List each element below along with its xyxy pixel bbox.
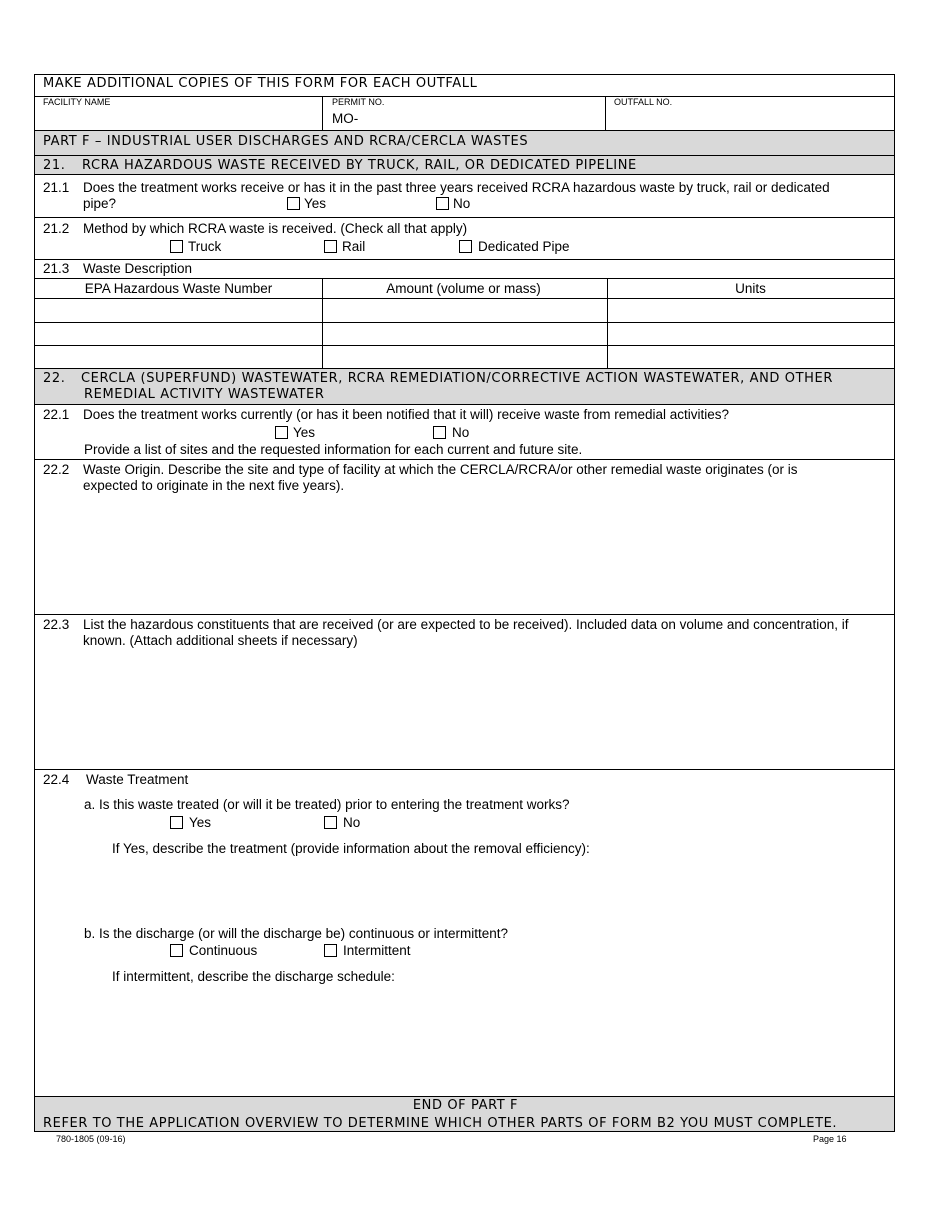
q22-4a-no-label: No [343,815,361,830]
q22-3-number: 22.3 [43,617,70,632]
q22-3-text: List the hazardous constituents that are received (or are expected to be received). Included data on volume and concentration, if [83,617,849,632]
q21-1-number: 21.1 [43,180,70,195]
intermittent-label: Intermittent [343,943,411,958]
facility-name-label: FACILITY NAME [43,97,111,107]
q22-1-number: 22.1 [43,407,70,422]
end-of-part-instruction: REFER TO THE APPLICATION OVERVIEW TO DETERMINE WHICH OTHER PARTS OF FORM B2 YOU MUST COMPLETE. [43,1116,838,1131]
form-page [34,74,895,1132]
q22-4a-text: a. Is this waste treated (or will it be treated) prior to entering the treatment works? [84,797,570,812]
q22-3-text-line2: known. (Attach additional sheets if necessary) [83,633,358,648]
intermittent-checkbox[interactable] [324,944,337,957]
q22-4a-yes-checkbox[interactable] [170,816,183,829]
q22-1-yes-label: Yes [293,425,316,440]
q22-1-note: Provide a list of sites and the requested information for each current and future site. [84,442,583,457]
table-cell[interactable] [609,299,893,321]
rail-checkbox[interactable] [324,240,337,253]
table-cell[interactable] [324,346,605,367]
rail-label: Rail [342,239,366,254]
q21-1-no-checkbox[interactable] [436,197,449,210]
q21-1-yes-checkbox[interactable] [287,197,300,210]
continuous-label: Continuous [189,943,258,958]
q21-3-text: Waste Description [83,261,193,276]
q21-3-number: 21.3 [43,261,70,276]
permit-label: PERMIT NO. [332,97,385,107]
form-banner: MAKE ADDITIONAL COPIES OF THIS FORM FOR EACH OUTFALL [43,76,478,91]
q22-1-yes-checkbox[interactable] [275,426,288,439]
page-number: Page 16 [813,1134,847,1144]
part-title: PART F – INDUSTRIAL USER DISCHARGES AND RCRA/CERCLA WASTES [43,134,529,149]
q21-1-text-line2: pipe? [83,196,117,211]
q22-2-text-line2: expected to originate in the next five years). [83,478,345,493]
section-22-title-line2: REMEDIAL ACTIVITY WASTEWATER [84,387,325,402]
waste-origin-area[interactable] [37,497,892,611]
q22-1-no-label: No [452,425,470,440]
continuous-checkbox[interactable] [170,944,183,957]
table-cell[interactable] [324,299,605,321]
q22-4b-note: If intermittent, describe the discharge schedule: [112,969,395,984]
outfall-field[interactable] [611,107,891,127]
q22-4b-text: b. Is the discharge (or will the discharge be) continuous or intermittent? [84,926,508,941]
table-cell[interactable] [36,346,320,367]
section-21-number: 21. [43,158,66,173]
q22-2-text: Waste Origin. Describe the site and type of facility at which the CERCLA/RCRA/or other remedial waste originates (or is [83,462,798,477]
q21-2-number: 21.2 [43,221,70,236]
outfall-label: OUTFALL NO. [614,97,673,107]
dedicated-pipe-label: Dedicated Pipe [478,239,570,254]
q22-4a-yes-label: Yes [189,815,212,830]
table-cell[interactable] [324,323,605,344]
table-cell[interactable] [36,323,320,344]
form-number: 780-1805 (09-16) [56,1134,126,1144]
section-21-title: RCRA HAZARDOUS WASTE RECEIVED BY TRUCK, RAIL, OR DEDICATED PIPELINE [82,158,637,173]
q21-1-no-label: No [453,196,471,211]
col-header-units: Units [735,281,766,296]
q22-4-text: Waste Treatment [86,772,189,787]
permit-field[interactable]: MO- [332,111,359,126]
col-header-amount: Amount (volume or mass) [386,281,541,296]
q22-4-number: 22.4 [43,772,70,787]
truck-label: Truck [188,239,222,254]
dedicated-pipe-checkbox[interactable] [459,240,472,253]
section-22-number: 22. [43,371,66,386]
q22-4a-note: If Yes, describe the treatment (provide information about the removal efficiency): [112,841,590,856]
discharge-schedule-area[interactable] [112,987,882,1087]
q21-1-text: Does the treatment works receive or has it in the past three years received RCRA hazardous waste by truck, rail or dedicated [83,180,830,195]
hazardous-constituents-area[interactable] [37,652,892,766]
q22-1-no-checkbox[interactable] [433,426,446,439]
col-header-waste-number: EPA Hazardous Waste Number [84,281,273,296]
q22-4a-no-checkbox[interactable] [324,816,337,829]
truck-checkbox[interactable] [170,240,183,253]
table-cell[interactable] [609,323,893,344]
q21-2-text: Method by which RCRA waste is received. (Check all that apply) [83,221,468,236]
q21-1-yes-label: Yes [304,196,327,211]
facility-name-field[interactable] [37,107,317,127]
table-cell[interactable] [36,299,320,321]
q22-1-text: Does the treatment works currently (or has it been notified that it will) receive waste from remedial activities? [83,407,730,422]
section-22-title: CERCLA (SUPERFUND) WASTEWATER, RCRA REMEDIATION/CORRECTIVE ACTION WASTEWATER, AND OTHER [81,371,833,386]
end-of-part-title: END OF PART F [412,1098,519,1113]
q22-2-number: 22.2 [43,462,70,477]
table-cell[interactable] [609,346,893,367]
treatment-description-area[interactable] [112,859,882,919]
